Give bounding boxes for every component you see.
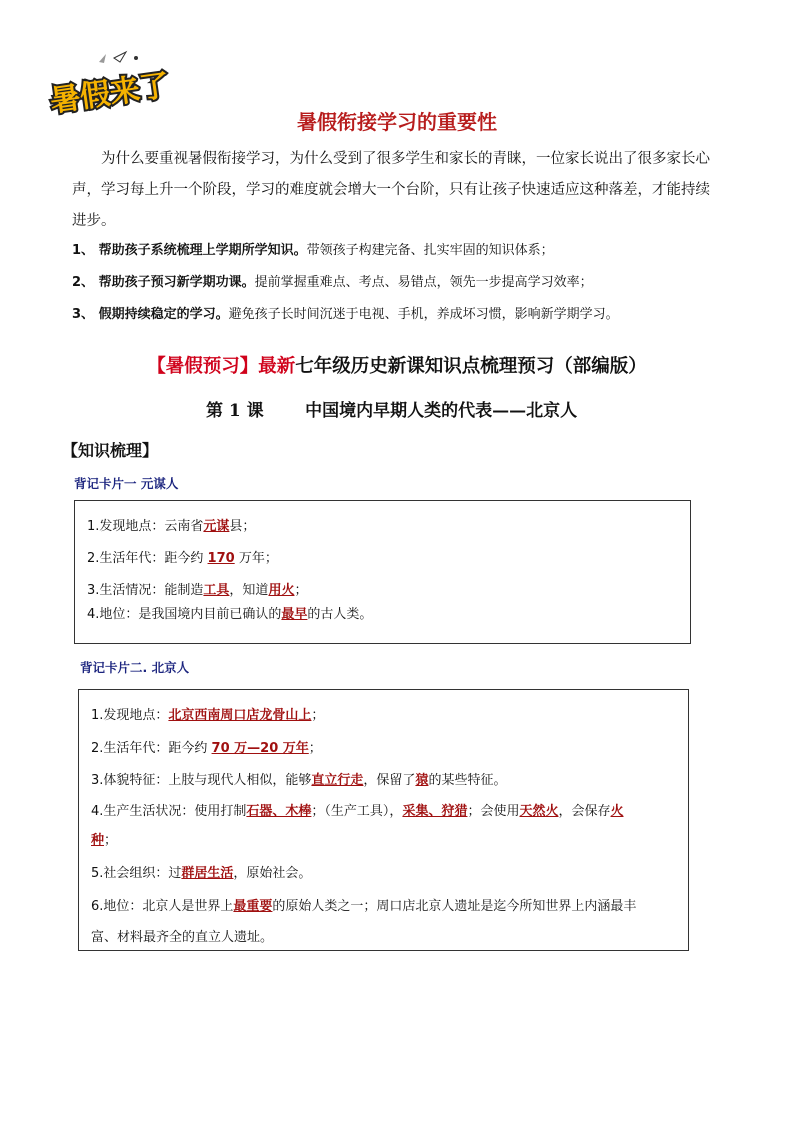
page-title: 暑假衔接学习的重要性	[297, 110, 497, 134]
intro-paragraph: 为什么要重视暑假衔接学习，为什么受到了很多学生和家长的青睐，一位家长说出了很多家长心声，学习每上升一个阶段，学习的难度就会增大一个台阶，只有让孩子快速适应这种落差，才能持续进步。	[72, 151, 710, 229]
logo-text: 暑假来了	[48, 67, 172, 120]
point-1: 1、 帮助孩子系统梳理上学期所学知识。带领孩子构建完备、扎实牢固的知识体系；	[72, 243, 554, 258]
card2-line-4: 4.生产生活状况：使用打制石器、木棒；（生产工具），采集、狩猎；会使用天然火，会保存火	[91, 804, 624, 819]
main-title: 【暑假预习】最新七年级历史新课知识点梳理预习（部编版）	[147, 356, 647, 377]
point-3: 3、 假期持续稳定的学习。避免孩子长时间沉迷于电视、手机，养成坏习惯，影响新学期学习。	[72, 307, 619, 322]
card2-line-2: 2.生活年代：距今约 70 万—20 万年；	[91, 741, 322, 756]
card2-line-4-cont: 种；	[91, 833, 118, 848]
card1-line-2: 2.生活年代：距今约 170 万年；	[87, 551, 278, 566]
card2-line-6: 6.地位：北京人是世界上最重要的原始人类之一；周口店北京人遗址是迄今所知世界上内涵最丰	[91, 899, 637, 914]
section-heading: 【知识梳理】	[62, 441, 159, 460]
card2-box	[78, 689, 689, 951]
card1-line-3: 3.生活情况：能制造工具，知道用火；	[87, 583, 308, 598]
point-2: 2、 帮助孩子预习新学期功课。提前掌握重难点、考点、易错点，领先一步提高学习效率；	[72, 275, 593, 290]
card1-line-1: 1.发现地点：云南省元谋县；	[87, 519, 256, 534]
card1-line-4: 4.地位：是我国境内目前已确认的最早的古人类。	[87, 607, 373, 622]
card1-box	[74, 500, 691, 644]
lesson-heading: 第 1 课 中国境内早期人类的代表——北京人	[206, 401, 578, 421]
card2-line-3: 3.体貌特征：上肢与现代人相似，能够直立行走，保留了猿的某些特征。	[91, 773, 507, 788]
card1-label: 背记卡片一 元谋人	[74, 476, 179, 491]
card2-label: 背记卡片二. 北京人	[80, 660, 190, 675]
card2-line-5: 5.社会组织：过群居生活，原始社会。	[91, 866, 312, 881]
card2-line-6-cont: 富、材料最齐全的直立人遗址。	[91, 930, 274, 945]
card2-line-1: 1.发现地点：北京西南周口店龙骨山上；	[91, 708, 325, 723]
